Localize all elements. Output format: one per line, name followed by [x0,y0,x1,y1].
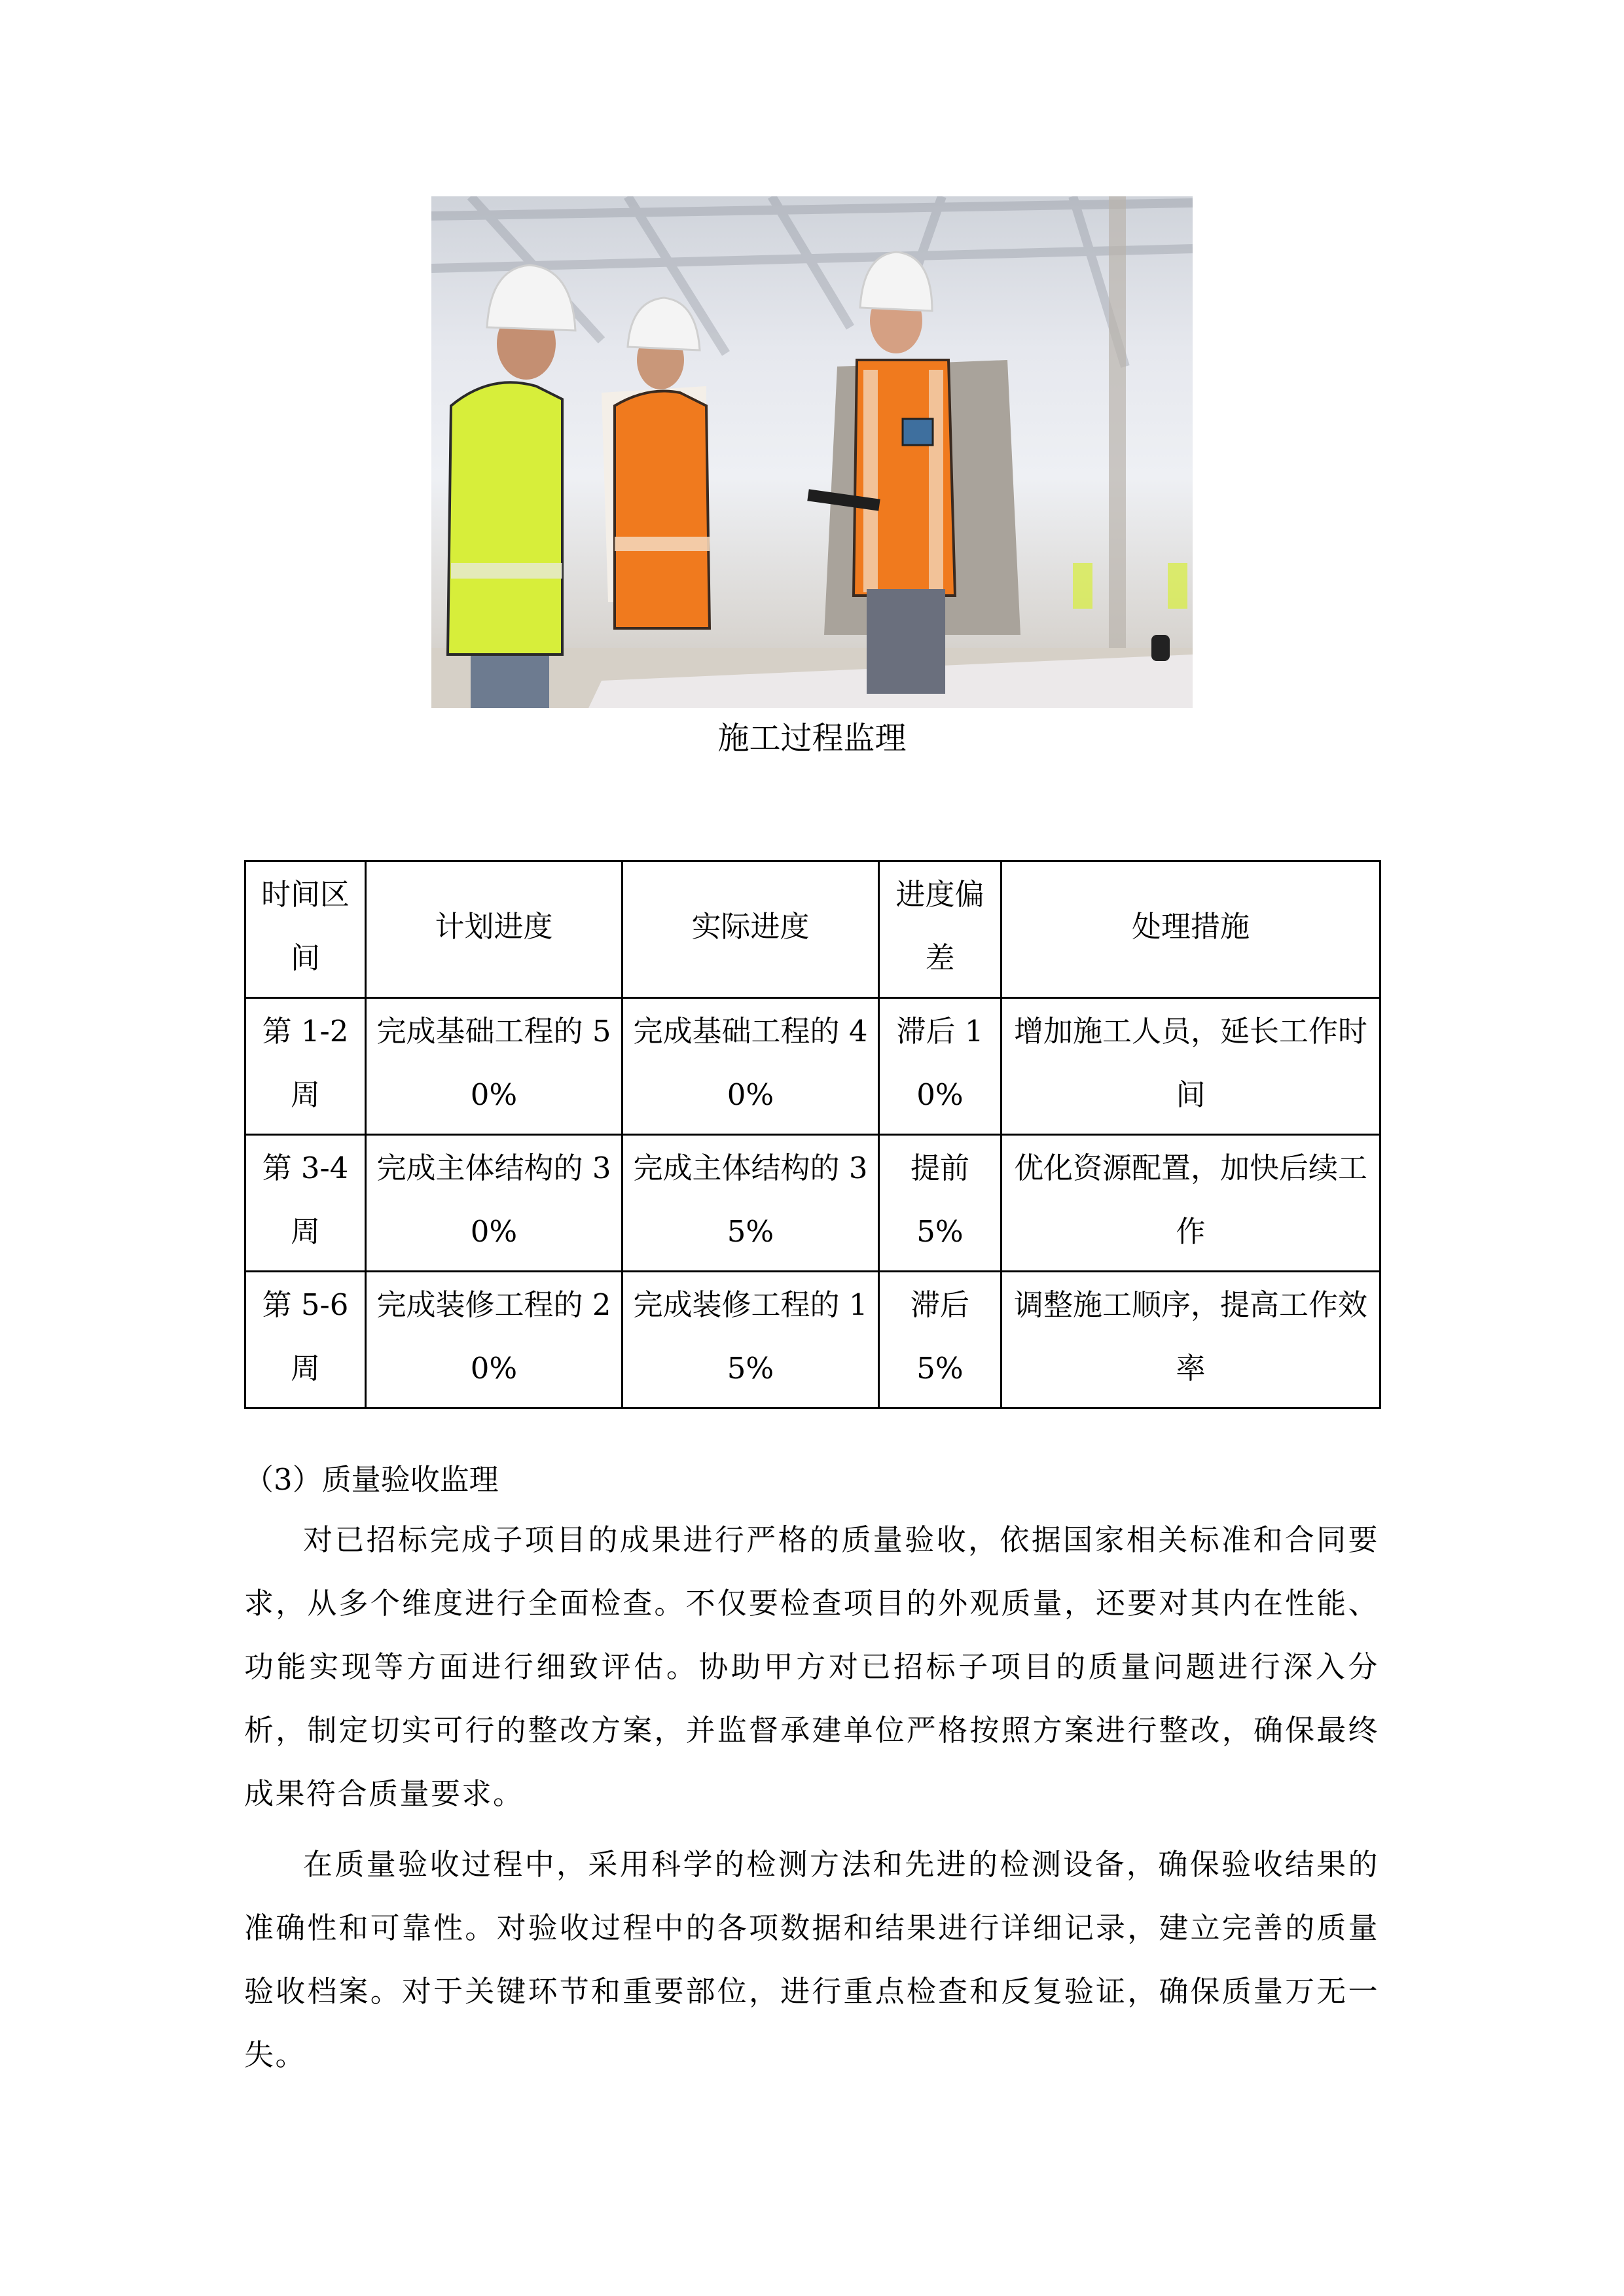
cell-planned: 完成主体结构的 30% [366,1135,623,1272]
cell-measure: 调整施工顺序，提高工作效率 [1001,1272,1380,1408]
progress-table [244,860,1381,1409]
section-heading: （3）质量验收监理 [244,1462,499,1497]
cell-deviation: 滞后 5% [879,1272,1001,1408]
header-period: 时间区间 [245,861,366,998]
cell-deviation: 提前 5% [879,1135,1001,1272]
cell-actual: 完成主体结构的 35% [623,1135,879,1272]
cell-period: 第 3-4 周 [245,1135,366,1272]
figure-caption: 施工过程监理 [717,720,907,757]
cell-actual: 完成装修工程的 15% [623,1272,879,1408]
table-row [245,998,1380,1135]
header-measure: 处理措施 [1001,861,1380,998]
table-row [245,1135,1380,1272]
header-planned: 计划进度 [366,861,623,998]
header-actual: 实际进度 [623,861,879,998]
cell-measure: 优化资源配置，加快后续工作 [1001,1135,1380,1272]
cell-actual: 完成基础工程的 40% [623,998,879,1135]
cell-measure: 增加施工人员，延长工作时间 [1001,998,1380,1135]
paragraph-quality-acceptance: 对已招标完成子项目的成果进行严格的质量验收，依据国家相关标准和合同要求，从多个维度进行全面检查。不仅要检查项目的外观质量，还要对其内在性能、功能实现等方面进行细致评估。协助甲方对已招标子项目的质量问题进行深入分析，制定切实可行的整改方案，并监督承建单位严格按照方案进行整改，确保最终成果符合质量要求。 [244,1522,1379,1811]
table-header-row [245,861,1380,998]
cell-period: 第 5-6 周 [245,1272,366,1408]
header-deviation: 进度偏差 [879,861,1001,998]
cell-deviation: 滞后 10% [879,998,1001,1135]
photo-illustration [431,196,1193,708]
cell-planned: 完成装修工程的 20% [366,1272,623,1408]
table-row [245,1272,1380,1408]
construction-supervision-photo [431,196,1193,708]
cell-planned: 完成基础工程的 50% [366,998,623,1135]
cell-period: 第 1-2 周 [245,998,366,1135]
paragraph-inspection-process: 在质量验收过程中，采用科学的检测方法和先进的检测设备，确保验收结果的准确性和可靠性。对验收过程中的各项数据和结果进行详细记录，建立完善的质量验收档案。对于关键环节和重要部位，进行重点检查和反复验证，确保质量万无一失。 [244,1847,1379,2072]
